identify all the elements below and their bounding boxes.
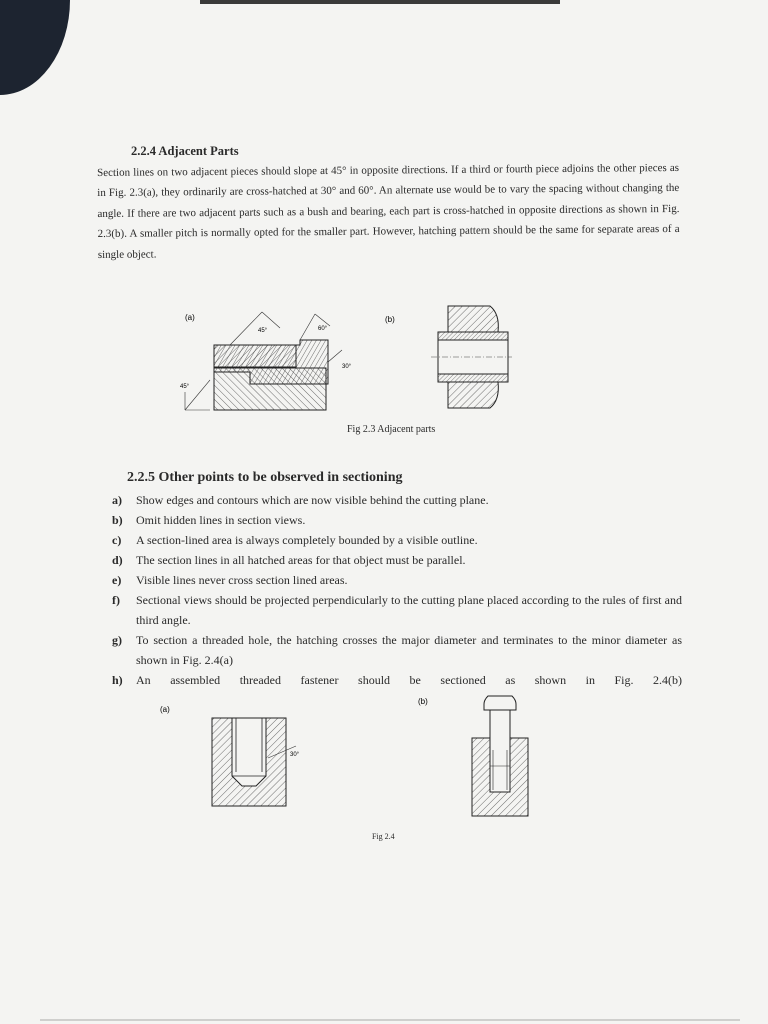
page-corner-shadow [0,0,70,95]
list-item [112,550,682,570]
list-marker: f) [112,593,120,607]
adjacent-parts-paragraph: Section lines on two adjacent pieces should slope at 45° in opposite directions. If a third or fourth piece adjoins the other pieces as in Fig. 2.3(a), they ordinarily are cross-hatched at 30° and 60°. An alternate use would be to vary the spacing without changing the angle. If there are two adjacent parts such as a bush and bearing, each part is cross-hatched in opposite directions as shown in Fig. 2.3(b). A smaller pitch is normally opted for the smaller part. However, hatching pattern should be the same for separate areas of a single object. [97,161,680,261]
section-heading-adjacent-parts: 2.2.4 Adjacent Parts [131,144,239,158]
angle-label-30-fig24: 30° [290,752,300,758]
figure-2-4b-label: (b) [418,697,428,706]
angle-label-60: 60° [318,326,328,332]
list-item-text: Show edges and contours which are now visible behind the cutting plane. [136,493,489,507]
figure-2-3b-drawing [385,306,512,408]
list-item-text: Omit hidden lines in section views. [136,513,306,527]
angle-label-45-left: 45° [180,384,190,390]
list-marker: a) [112,493,122,507]
list-item [112,670,682,690]
section-heading-sectioning-points: 2.2.5 Other points to be observed in sectioning [127,470,403,485]
list-item [112,510,682,530]
sectioning-points-list [112,490,682,690]
list-marker: c) [112,533,122,547]
figure-adjacent-parts [150,300,540,440]
list-item [112,530,682,550]
list-item-text: The section lines in all hatched areas for that object must be parallel. [136,553,466,567]
list-item [112,490,682,510]
figure-2-4b-drawing [418,696,528,816]
angle-label-45-top: 45° [258,328,268,334]
figure-2-4-caption: Fig 2.4 [372,832,395,841]
list-marker: h) [112,673,123,687]
figure-2-3-caption: Fig 2.3 Adjacent parts [347,424,436,435]
list-item [112,630,682,670]
figure-2-3b-label: (b) [385,315,395,324]
list-marker: g) [112,633,122,647]
list-item-text: A section-lined area is always completely bounded by a visible outline. [136,533,478,547]
list-item [112,590,682,630]
list-item-text: An assembled threaded fastener should be sectioned as shown in Fig. 2.4(b) [136,673,682,687]
list-marker: b) [112,513,123,527]
figure-2-3a-drawing [180,312,352,410]
list-item-text: Visible lines never cross section lined areas. [136,573,348,587]
list-item [112,570,682,590]
figure-2-3a-label: (a) [185,313,195,322]
angle-label-30: 30° [342,364,352,370]
page-top-edge [200,0,560,4]
figure-threaded-parts [150,690,550,820]
list-item-text: To section a threaded hole, the hatching crosses the major diameter and terminates to the minor diameter as shown in Fig. 2.4(a) [136,633,682,667]
page-bottom-edge [40,1019,740,1021]
list-marker: e) [112,573,122,587]
figure-2-4a-label: (a) [160,705,170,714]
figure-2-4a-drawing [160,705,300,806]
list-marker: d) [112,553,123,567]
list-item-text: Sectional views should be projected perpendicularly to the cutting plane placed according to the rules of first and third angle. [136,593,682,627]
